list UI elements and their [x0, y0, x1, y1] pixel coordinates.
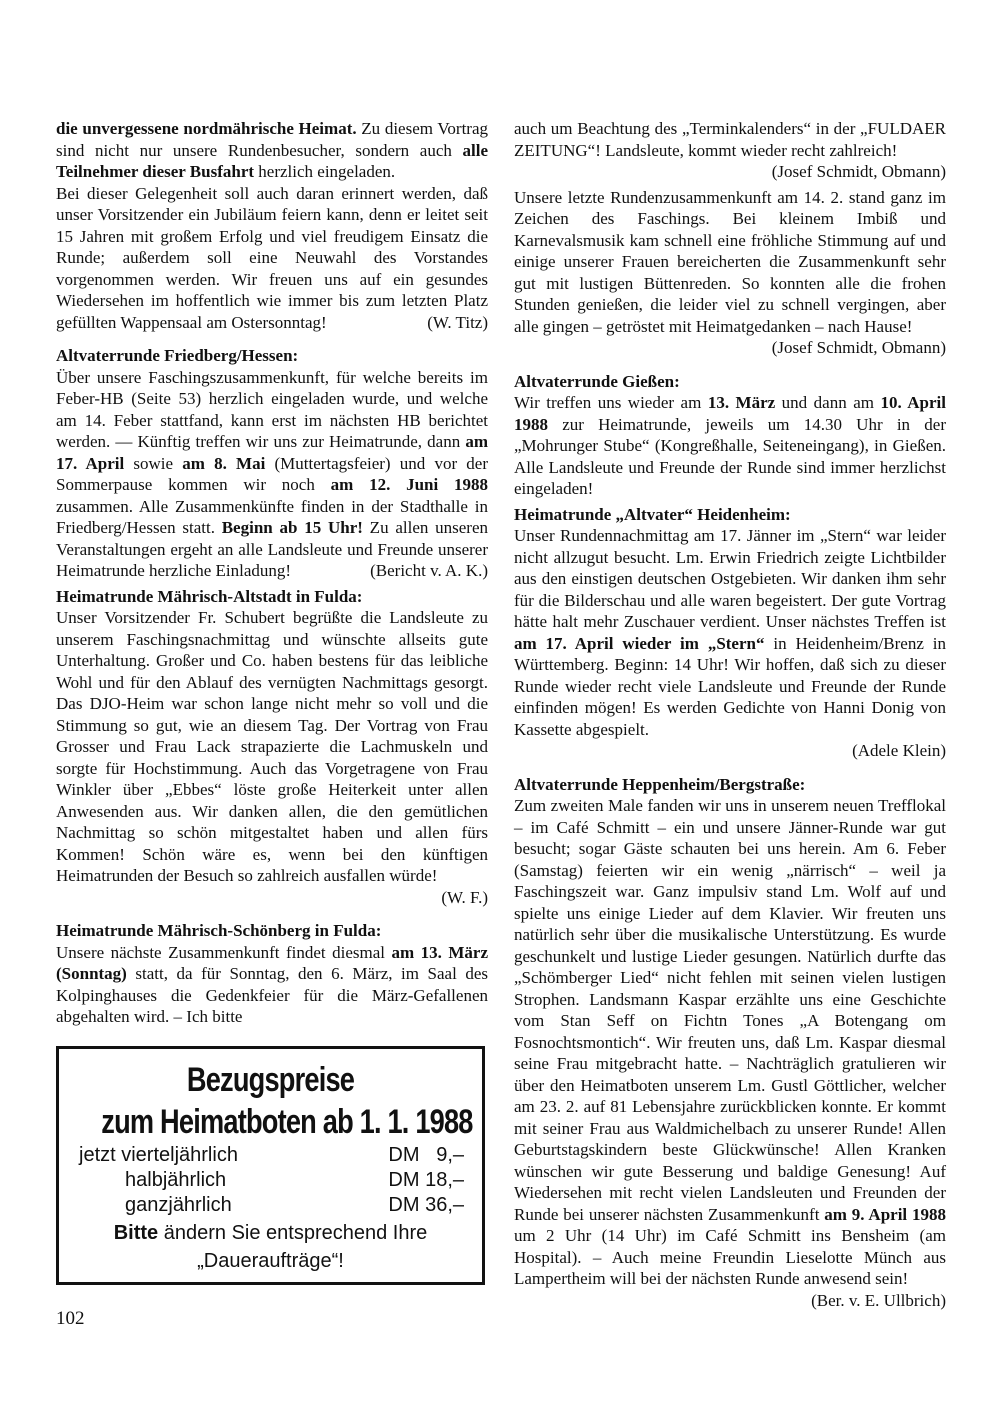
- author-signature: (Ber. v. E. Ullbrich): [811, 1290, 946, 1310]
- bold-text: am 17. April wieder im „Stern“: [514, 633, 765, 653]
- note-text: ändern Sie entsprechend Ihre: [158, 1221, 428, 1244]
- text: (Muttertagsfeier) und vor der Sommerpause kommen wir noch: [56, 453, 488, 494]
- section-heading: Altvaterrunde Heppenheim/Bergstraße:: [514, 774, 806, 794]
- note-bold: Bitte: [113, 1221, 159, 1244]
- text: herzlich eingeladen.: [254, 162, 396, 181]
- bold-text: am 12. Juni 1988: [330, 475, 488, 494]
- bold-text: am 17. April: [56, 432, 488, 473]
- author-signature: (Bericht v. A. K.): [370, 561, 488, 580]
- price-row-yearly: [59, 1193, 482, 1218]
- author-signature: (Josef Schmidt, Obmann): [771, 162, 946, 181]
- paragraph: [514, 187, 946, 359]
- bold-text: am 8. Mai: [182, 453, 266, 473]
- section-heading: Heimatrunde Mährisch-Schönberg in Fulda:: [56, 921, 382, 940]
- bold-text: am 13. März (Sonntag): [56, 942, 488, 983]
- author-signature: (W. F.): [441, 887, 488, 907]
- section-heading: Altvaterrunde Gießen:: [514, 371, 680, 391]
- price-value: DM 36,–: [388, 1193, 464, 1216]
- bold-text: 10. April 1988: [514, 393, 946, 434]
- author-signature: (Adele Klein): [852, 741, 946, 760]
- left-column: [56, 118, 488, 1028]
- text: in Heidenheim/Brenz in Württemberg. Beginn: 14 Uhr! Wir hoffen, daß sich zu dieser Runde wieder recht viele Landsleute und Freunde der Runde einfinden mögen! Es werden Gedichte von Hanni Donig von Kassette abgespielt.: [514, 633, 946, 739]
- paragraph: [514, 392, 946, 500]
- paragraph: [56, 607, 488, 908]
- author-signature: (W. Titz): [427, 312, 488, 332]
- price-label: jetzt vierteljährlich: [79, 1143, 238, 1166]
- price-row-halfyear: [59, 1168, 482, 1193]
- price-label: halbjährlich: [125, 1168, 227, 1191]
- bold-text: Beginn ab 15 Uhr!: [221, 518, 363, 537]
- price-value: DM 9,–: [388, 1143, 464, 1166]
- bold-text: die unvergessene nordmährische Heimat.: [56, 119, 357, 138]
- price-box-title: Bezugspreise: [186, 1060, 355, 1099]
- right-column-wrapper: [514, 118, 946, 1311]
- text: zusammen. Alle Zusammenkünfte finden in der Stadthalle in Friedberg/Hessen statt.: [56, 496, 488, 537]
- paragraph: [56, 367, 488, 582]
- price-label: ganzjährlich: [125, 1193, 232, 1216]
- author-signature: (Josef Schmidt, Obmann): [771, 338, 946, 357]
- section-heading: Altvaterrunde Friedberg/Hessen:: [56, 346, 299, 365]
- page-number: 102: [56, 1307, 85, 1329]
- text: Unsere nächste Zusammenkunft findet diesmal: [56, 942, 392, 962]
- text: Bei dieser Gelegenheit soll auch daran erinnert werden, daß unser Vorsitzender ein Jubiläum feiern kann, denn er leitet seit 15 Jahren mit großem Erfolg und viel freudigem Einsatz die Runde; außerdem soll eine Neuwahl des Vorstandes vorgenommen werden. Wir freuen uns auf ein gesundes Wiedersehen im hoffentlich wie immer bis zum letzten Platz gefüllten Wappensaal am Ostersonntag!: [56, 183, 488, 332]
- paragraph: [56, 183, 488, 334]
- text: Wir treffen uns wieder am: [514, 393, 708, 412]
- price-box-subtitle: zum Heimatboten ab 1. 1. 1988: [101, 1102, 473, 1141]
- price-box-note-line2: „Daueraufträge“!: [197, 1249, 344, 1272]
- paragraph: [514, 795, 946, 1290]
- left-column-wrapper: [56, 118, 488, 1331]
- price-row-quarterly: [59, 1143, 482, 1168]
- price-value: DM 18,–: [388, 1168, 464, 1191]
- paragraph: [514, 118, 946, 183]
- text: statt, da für Sonntag, den 6. März, im Saal des Kolpinghauses die Gedenkfeier für die März-Gefallenen abgehalten wird. – Ich bitte: [56, 964, 488, 1026]
- text: Zu allen unseren Veranstaltungen ergeht an alle Landsleute und Freunde unserer Heimatrunde herzliche Einladung!: [56, 518, 488, 580]
- text: Zu diesem Vortrag sind nicht nur unsere Rundenbesucher, sondern auch: [56, 119, 489, 160]
- bold-text: am 9. April 1988: [824, 1204, 946, 1224]
- section-heading: Heimatrunde Mährisch-Altstadt in Fulda:: [56, 586, 363, 606]
- subscription-price-box: [56, 1046, 485, 1285]
- paragraph: [56, 118, 488, 183]
- text: Unser Vorsitzender Fr. Schubert begrüßte die Landsleute zu unserem Faschingsnachmittag und wünschte allseits gute Unterhaltung. Großer und Co. haben bestens für das leibliche Wohl und für den Ablauf des vernügten Nachmittags gesorgt. Das DJO-Heim war schon lange nicht mehr so voll und die Stimmung so gut, wie an diesem Tag. Der Vortrag von Frau Grosser und Frau Lack strapazierte die Lachmuskeln und sorgte für Hochstimmung. Auch das Vorgetragene von Frau Winkler über „Ebbes“ löste große Heiterkeit unter allen Anwesenden aus. Wir danken allen, die den gemütlichen Nachmittag so schön mitgestaltet haben und allen fürs Kommen! Schön wäre es, wenn bei den künftigen Heimatrunden der Besuch so zahlreich ausfallen würde!: [56, 608, 488, 885]
- text: Über unsere Faschingszusammenkunft, für welche bereits im Feber-HB (Seite 53) herzlich eingeladen wurde, und welche am 14. Feber stattfand, kann erst im nächsten HB berichtet werden. — Künftig treffen wir uns zur Heimatrunde, dann: [56, 367, 488, 451]
- text: Unser Rundennachmittag am 17. Jänner im „Stern“ war leider nicht allzugut besucht. Lm. Erwin Friedrich zeigte Lichtbilder aus den einstigen deutschen Ostgebieten. Wir danken ihm sehr für die Bilderschau und alle waren begeistert. Der gute Vortrag hätte halt mehr Zuschauer verdient. Unser nächstes Treffen ist: [514, 526, 946, 631]
- text: zur Heimatrunde, jeweils um 14.30 Uhr in der „Mohrunger Stube“ (Kongreßhalle, Seiteneingang), in Gießen. Alle Landsleute und Freunde der Runde sind immer herzlichst eingeladen!: [514, 414, 946, 498]
- bold-text: 13. März: [707, 393, 776, 412]
- bold-text: alle Teilnehmer dieser Busfahrt: [56, 140, 488, 181]
- text: und dann am: [775, 393, 881, 412]
- paragraph: [56, 942, 488, 1028]
- right-column: [514, 118, 946, 1311]
- text: Unsere letzte Rundenzusammenkunft am 14. 2. stand ganz im Zeichen des Faschings. Bei kleinem Imbiß und Karnevalsmusik kam schnell eine fröhliche Stimmung auf und einige unserer Frauen bereicherten die Zusammenkunft sehr gut mit lustigen Büttenreden. So konnten alle die frohen Stunden genießen, die leider viel zu schnell vergingen, aber alle gingen – getröstet mit Heimatgedanken – nach Hause!: [514, 187, 946, 336]
- text: sowie: [124, 453, 183, 473]
- section-heading: Heimatrunde „Altvater“ Heidenheim:: [514, 504, 791, 524]
- text: um 2 Uhr (14 Uhr) im Café Schmitt ins Bensheim (am Hospital). – Auch meine Freundin Lieselotte Münch aus Lampertheim will bei der nächsten Runde anwesend sein!: [514, 1226, 946, 1288]
- paragraph: [514, 525, 946, 740]
- text: auch um Beachtung des „Terminkalenders“ in der „FULDAER ZEITUNG“! Landsleute, kommt wieder recht zahlreich!: [514, 119, 946, 160]
- price-box-note: [59, 1220, 482, 1246]
- text: Zum zweiten Male fanden wir uns in unserem neuen Trefflokal – im Café Schmitt – ein und unsere Jänner-Runde war gut besucht; sogar Gäste schauten bei uns herein. Am 6. Feber (Samstag) feierten wir ein wenig „närrisch“ – weil ja Faschingszeit war. Ganz impulsiv stand Lm. Wolf auf und spielte uns einige Lieder auf dem Klavier. Wir freuten uns natürlich sehr über die musikalische Unterstützung. Es wurde geschunkelt und lustige Lieder gesungen. Natürlich durfte das „Schömberger Lied“ nicht fehlen mit seinen vielen lustigen Strophen. Landsmann Kaspar erzählte uns eine Geschichte vom Stan Seff on Fichtn Tones „A Botengang om Fosnochtsmontich“. Wir freuten uns, daß Lm. Kaspar diesmal seine Frau mitgebracht hatte. – Nachträglich gratulieren wir über den Heimatboten unserem Lm. Gustl Göttlicher, welcher am 23. 2. auf 81 Lebensjahre zurückblicken konnte. Er kommt mit seiner Frau aus Waldmichelbach zu unserer Runde! Allen Geburtstagskindern beste Glückwünsche! Allen Kranken wünschen wir gute Besserung und baldige Genesung! Auf Wiedersehen mit recht vielen Landsleuten und Freunden der Runde bei unserer nächsten Zusammenkunft: [514, 796, 946, 1224]
